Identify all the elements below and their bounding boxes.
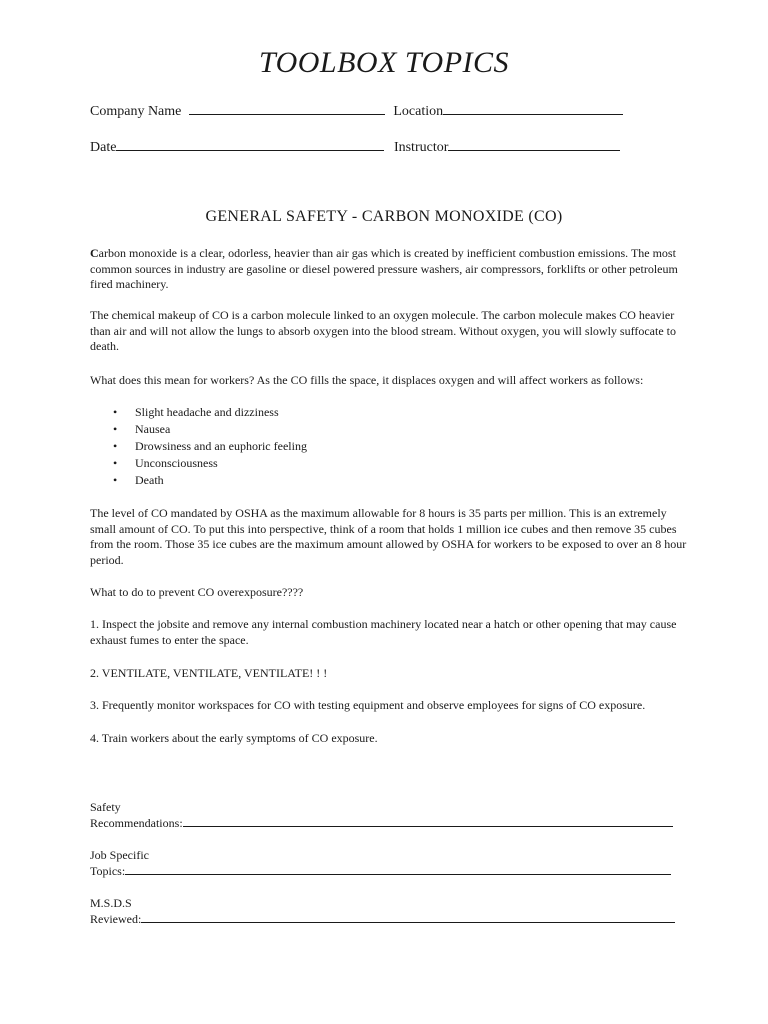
intro-first-letter: C — [90, 246, 99, 260]
safety-label-line2: Recommendations: — [90, 816, 183, 830]
job-specific-topics-field[interactable] — [125, 863, 671, 875]
job-specific-block — [90, 848, 690, 879]
instructor-label: Instructor — [393, 140, 449, 155]
location-label: Location — [393, 104, 444, 119]
safety-recommendations-field[interactable] — [183, 815, 673, 827]
list-item — [110, 455, 307, 472]
step-4: 4. Train workers about the early symptoms of CO exposure. — [90, 731, 378, 745]
msds-label-line1: M.S.D.S — [90, 896, 132, 910]
bullet-icon: • — [113, 473, 118, 487]
date-label: Date — [90, 140, 117, 155]
symptom-text: Death — [135, 473, 164, 487]
job-label-line1: Job Specific — [90, 848, 149, 862]
date-instructor-row — [90, 137, 620, 156]
prevent-question: What to do to prevent CO overexposure???? — [90, 585, 304, 599]
list-item — [110, 438, 307, 455]
bullet-icon: • — [113, 439, 118, 453]
msds-reviewed-field[interactable] — [141, 911, 675, 923]
step-2: 2. VENTILATE, VENTILATE, VENTILATE! ! ! — [90, 666, 328, 680]
osha-paragraph: The level of CO mandated by OSHA as the maximum allowable for 8 hours is 35 parts per million. This is an extremely small amount of CO. To put this into perspective, think of a room that holds 1 million ice cubes and then remove 35 cubes from the room. Those 35 ice cubes are the maximum amount allowed by OSHA for workers to be exposed to over an 8 hour period. — [90, 506, 687, 567]
instructor-field[interactable] — [448, 137, 620, 151]
list-item — [110, 472, 307, 489]
msds-label-line2: Reviewed: — [90, 912, 142, 926]
bullet-icon: • — [113, 405, 118, 419]
date-field[interactable] — [116, 137, 384, 151]
safety-recommendations-block — [90, 800, 690, 831]
company-location-row — [90, 101, 623, 120]
intro-paragraph — [90, 246, 690, 293]
symptom-text: Drowsiness and an euphoric feeling — [135, 439, 307, 453]
intro-text: arbon monoxide is a clear, odorless, heavier than air gas which is created by inefficient combustion emissions. The most common sources in industry are gasoline or diesel powered pressure washers, air compressors, forklifts or other petroleum fired machinery. — [90, 246, 678, 291]
step-1: 1. Inspect the jobsite and remove any internal combustion machinery located near a hatch or other opening that may cause exhaust fumes to enter the space. — [90, 617, 677, 647]
section-heading: GENERAL SAFETY - CARBON MONOXIDE (CO) — [205, 208, 563, 225]
symptom-text: Slight headache and dizziness — [135, 405, 279, 419]
bullet-icon: • — [113, 422, 118, 436]
symptom-text: Unconsciousness — [135, 456, 218, 470]
company-name-label: Company Name — [90, 104, 182, 119]
step-3: 3. Frequently monitor workspaces for CO with testing equipment and observe employees for signs of CO exposure. — [90, 698, 646, 712]
list-item — [110, 404, 307, 421]
msds-block — [90, 896, 690, 927]
list-item — [110, 421, 307, 438]
symptom-text: Nausea — [135, 422, 171, 436]
job-label-line2: Topics: — [90, 864, 126, 878]
company-name-field[interactable] — [189, 101, 385, 115]
question-paragraph: What does this mean for workers? As the CO fills the space, it displaces oxygen and will affect workers as follows: — [90, 373, 644, 387]
chemical-paragraph: The chemical makeup of CO is a carbon molecule linked to an oxygen molecule. The carbon molecule makes CO heavier than air and will not allow the lungs to absorb oxygen into the blood stream. Without oxygen, you will slowly suffocate to death. — [90, 308, 676, 353]
location-field[interactable] — [443, 101, 623, 115]
symptom-list — [110, 404, 307, 489]
page-title: TOOLBOX TOPICS — [258, 46, 510, 79]
safety-label-line1: Safety — [90, 800, 121, 814]
bullet-icon: • — [113, 456, 118, 470]
